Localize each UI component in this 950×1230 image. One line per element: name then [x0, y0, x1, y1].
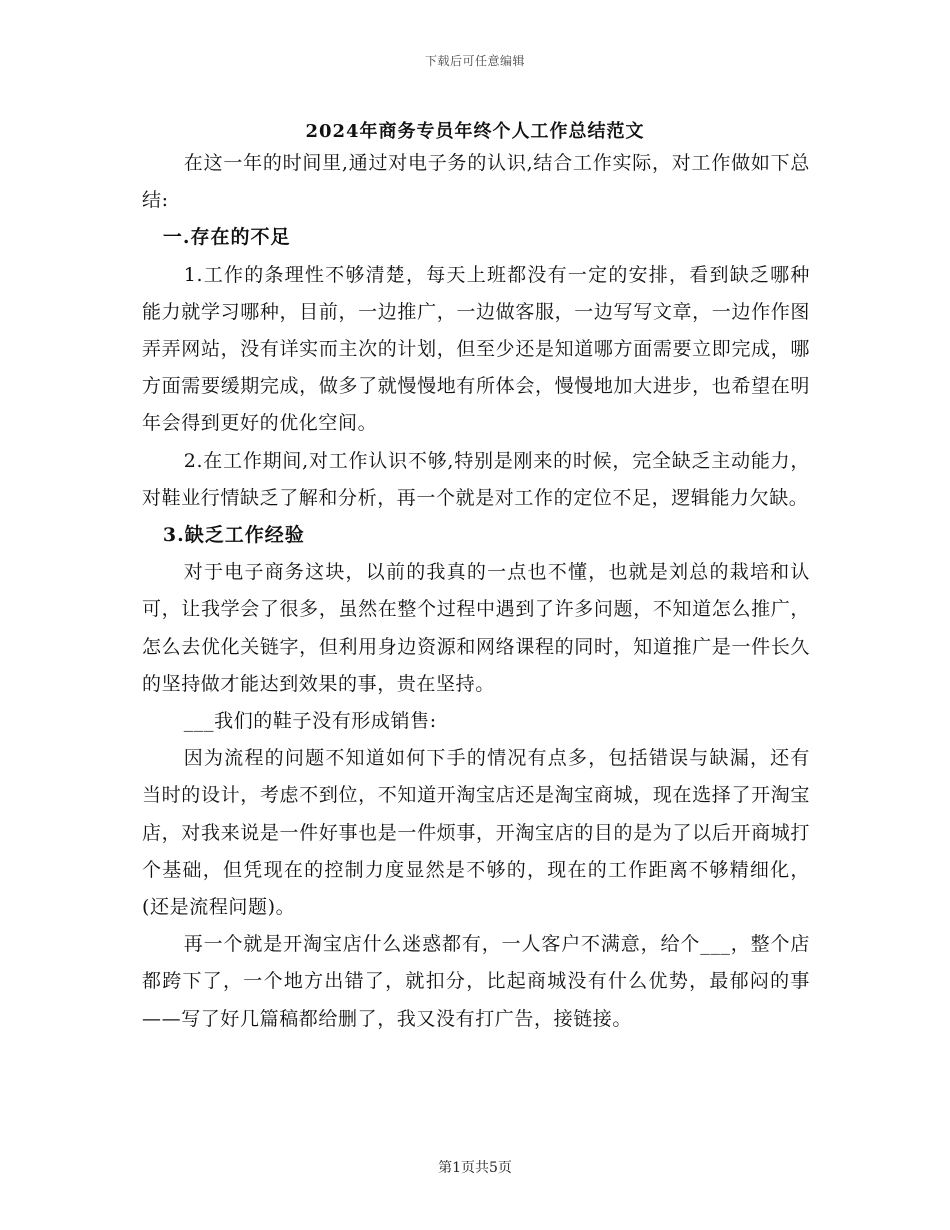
intro-paragraph: 在这一年的时间里,通过对电子务的认识,结合工作实际，对工作做如下总结: [142, 152, 810, 212]
process-paragraph: 因为流程的问题不知道如何下手的情况有点多，包括错误与缺漏，还有当时的设计，考虑不到位，不知道开淘宝店还是淘宝商城，现在选择了开淘宝店，对我来说是一件好事也是一件烦事，开淘宝店的目的是为了以后开商城打个基础，但凭现在的控制力度显然是不够的，现在的工作距离不够精细化，(还是流程问题)。 [142, 747, 810, 919]
document-title: 2024年商务专员年终个人工作总结范文 [305, 121, 645, 142]
download-note: 下载后可任意编辑 [424, 54, 525, 68]
taobao-paragraph: 再一个就是开淘宝店什么迷惑都有，一人客户不满意，给个___，整个店都跨下了，一个地方出错了，就扣分，比起商城没有什么优势，最郁闷的事——写了好几篇稿都给删了，我又没有打广告，接链接。 [142, 933, 810, 1030]
shortcoming-item-1: 1.工作的条理性不够清楚，每天上班都没有一定的安排，看到缺乏哪种能力就学习哪种，目前，一边推广，一边做客服，一边写写文章，一边作作图弄弄网站，没有详实而主次的计划，但至少还是知道哪方面需要立即完成，哪方面需要缓期完成，做多了就慢慢地有所体会，慢慢地加大进步，也希望在明年会得到更好的优化空间。 [142, 263, 810, 435]
shortcoming-item-2: 2.在工作期间,对工作认识不够,特别是刚来的时候，完全缺乏主动能力，对鞋业行情缺乏了解和分析，再一个就是对工作的定位不足，逻辑能力欠缺。 [142, 449, 810, 509]
experience-paragraph: 对于电子商务这块，以前的我真的一点也不懂，也就是刘总的栽培和认可，让我学会了很多，虽然在整个过程中遇到了许多问题，不知道怎么推广，怎么去优化关链字，但利用身边资源和网络课程的同时，知道推广是一件长久的坚持做才能达到效果的事，贵在坚持。 [142, 561, 810, 695]
document-body [142, 145, 810, 1038]
page-number: 第1页共5页 [438, 1160, 512, 1176]
section-heading-shortcomings: 一.存在的不足 [162, 226, 291, 249]
section-heading-experience: 3.缺乏工作经验 [162, 524, 305, 547]
sales-paragraph: ___我们的鞋子没有形成销售: [183, 710, 437, 733]
